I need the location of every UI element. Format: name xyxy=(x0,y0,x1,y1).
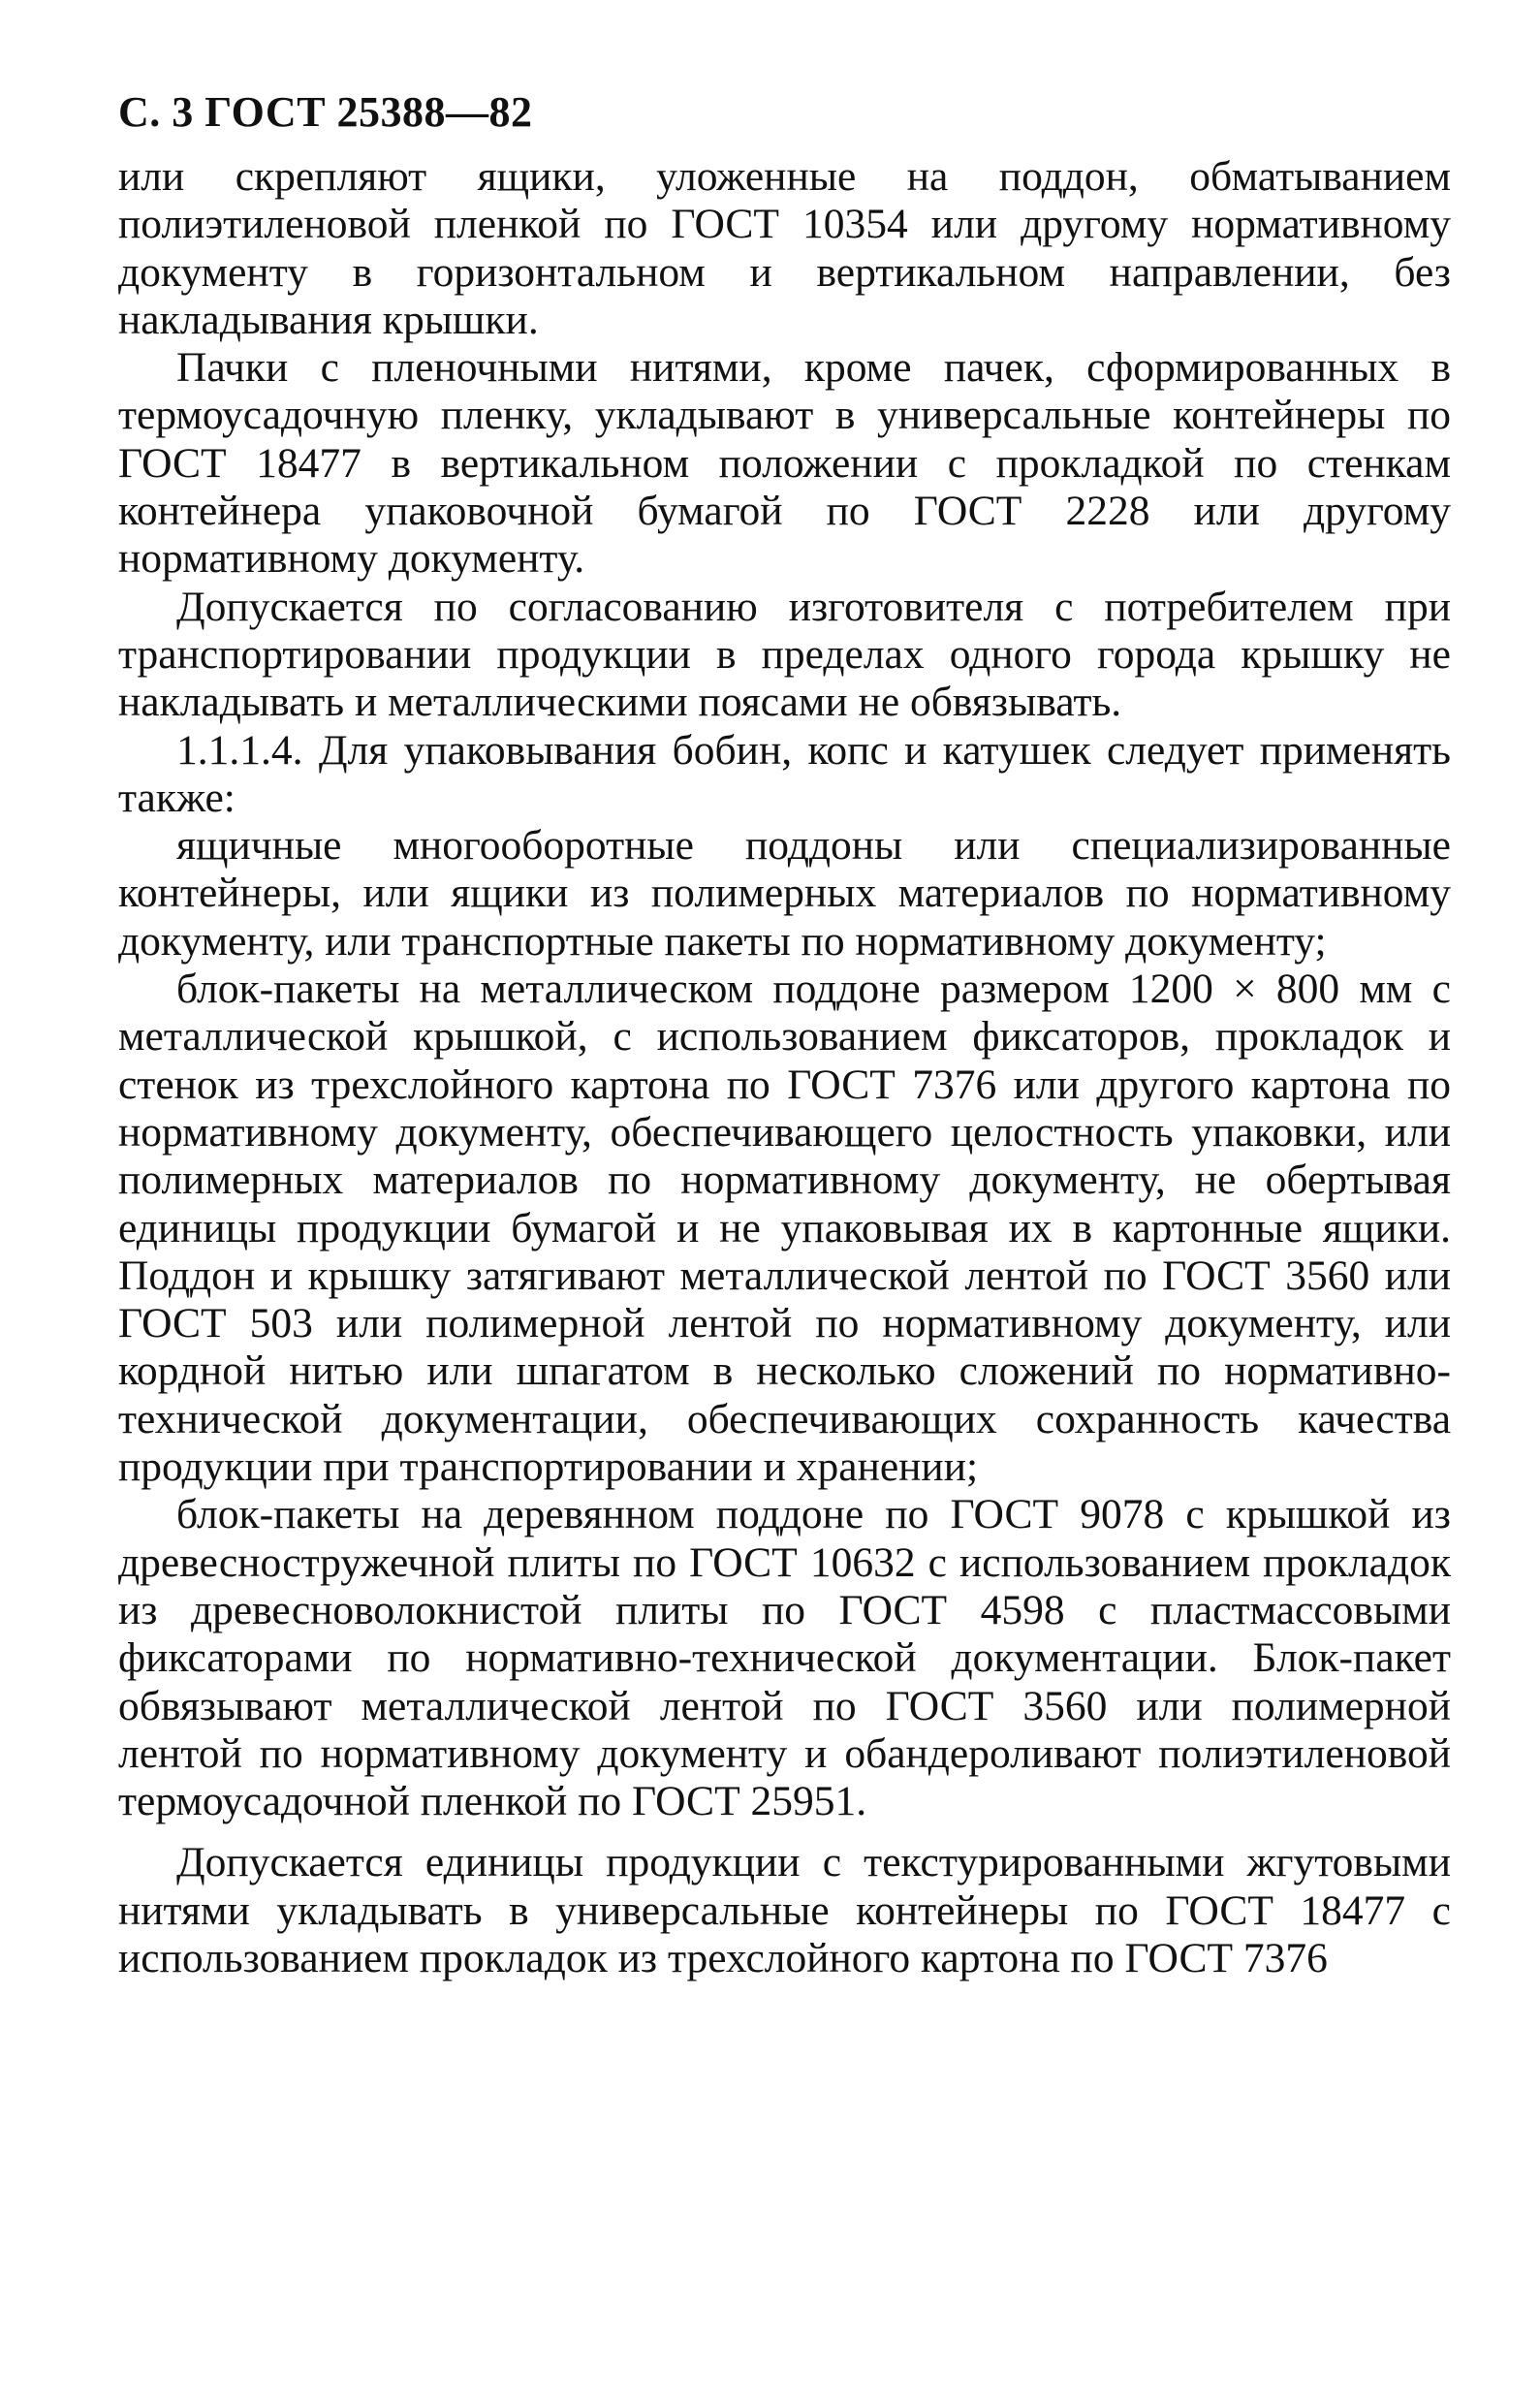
paragraph-textured-yarns: Допускается единицы продукции с текстурированными жгутовыми нитями укладывать в универсальные контейнеры по ГОСТ 18477 с использованием прокладок из трехслойного картона по ГОСТ 7376 xyxy=(118,1839,1451,1981)
paragraph-metal-pallet-blocks: блок-пакеты на металлическом поддоне размером 1200 × 800 мм с металлической крышкой, с использованием фиксаторов, прокладок и стенок из трехслойного картона по ГОСТ 7376 или другого картона по нормативному документу, обеспечивающего целостность упаковки, или полимерных материалов по нормативному документу, не обертывая единицы продукции бумагой и не упаковывая их в картонные ящики. Поддон и крышку затягивают металлической лентой по ГОСТ 3560 или ГОСТ 503 или полимерной лентой по нормативному документу, или кордной нитью или шпагатом в несколько сложений по нормативно-технической документации, обеспечивающих сохранность качества продукции при транспортировании и хранении; xyxy=(118,966,1451,1491)
document-body xyxy=(118,153,1451,1982)
paragraph-wooden-pallet-blocks: блок-пакеты на деревянном поддоне по ГОСТ 9078 с крышкой из древесностружечной плиты по ГОСТ 10632 с использованием прокладок из древесноволокнистой плиты по ГОСТ 4598 с пластмассовыми фиксаторами по нормативно-технической документации. Блок-пакет обвязывают металлической лентой по ГОСТ 3560 или полимерной лентой по нормативному документу и обандероливают полиэтиленовой термоусадочной пленкой по ГОСТ 25951. xyxy=(118,1491,1451,1825)
paragraph-city-transport: Допускается по согласованию изготовителя с потребителем при транспортировании продукции в пределах одного города крышку не накладывать и металлическими поясами не обвязывать. xyxy=(118,583,1451,726)
paragraph-reusable-pallets: ящичные многооборотные поддоны или специализированные контейнеры, или ящики из полимерных материалов по нормативному документу, или транспортные пакеты по нормативному документу; xyxy=(118,822,1451,965)
paragraph-film-packs: Пачки с пленочными нитями, кроме пачек, сформированных в термоусадочную пленку, укладывают в универсальные контейнеры по ГОСТ 18477 в вертикальном положении с прокладкой по стенкам контейнера упаковочной бумагой по ГОСТ 2228 или другому нормативному документу. xyxy=(118,344,1451,583)
document-page xyxy=(118,83,1451,1982)
paragraph-clause-1-1-1-4: 1.1.1.4. Для упаковывания бобин, копс и катушек следует применять также: xyxy=(118,726,1451,821)
page-header: С. 3 ГОСТ 25388—82 xyxy=(118,88,533,136)
paragraph-continuation: или скрепляют ящики, уложенные на поддон, обматыванием полиэтиленовой пленкой по ГОСТ 10354 или другому нормативному документу в горизонтальном и вертикальном направлении, без накладывания крышки. xyxy=(118,153,1451,343)
